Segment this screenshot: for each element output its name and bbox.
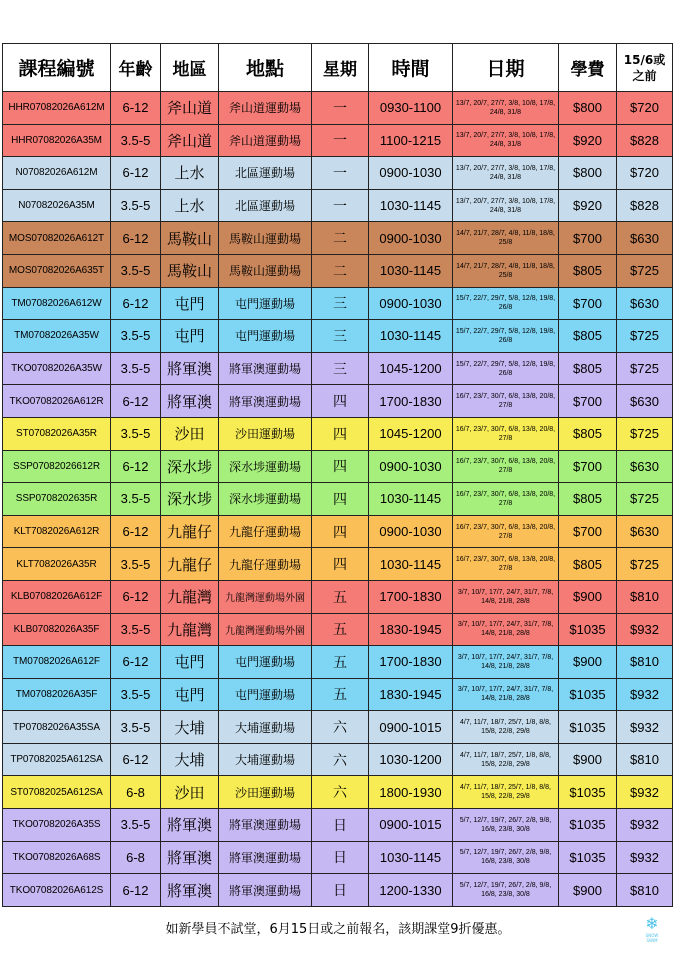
venue-cell: 九龍仔運動場 — [219, 515, 312, 548]
time-cell: 1700-1830 — [369, 646, 453, 679]
fee-cell: $1035 — [559, 678, 617, 711]
fee-cell: $900 — [559, 580, 617, 613]
table-row — [3, 417, 673, 450]
course-code-cell: TP07082026A35SA — [3, 711, 111, 744]
table-header-row — [3, 44, 673, 92]
age-cell: 3.5-5 — [111, 711, 161, 744]
dates-cell: 16/7, 23/7, 30/7, 6/8, 13/8, 20/8, 27/8 — [453, 385, 559, 418]
course-code-cell: TKO07082026A35S — [3, 809, 111, 842]
dates-cell: 13/7, 20/7, 27/7, 3/8, 10/8, 17/8, 24/8, 31/8 — [453, 157, 559, 190]
early-fee-cell: $932 — [617, 841, 673, 874]
weekday-cell: 一 — [312, 124, 369, 157]
header-course-code: 課程編號 — [3, 44, 111, 92]
course-code-cell: ST07082025A612SA — [3, 776, 111, 809]
early-fee-cell: $630 — [617, 515, 673, 548]
district-cell: 九龍仔 — [161, 548, 219, 581]
weekday-cell: 三 — [312, 287, 369, 320]
venue-cell: 斧山道運動場 — [219, 92, 312, 125]
weekday-cell: 二 — [312, 222, 369, 255]
age-cell: 3.5-5 — [111, 352, 161, 385]
table-row — [3, 320, 673, 353]
early-fee-cell: $630 — [617, 450, 673, 483]
dates-cell: 15/7, 22/7, 29/7, 5/8, 12/8, 19/8, 26/8 — [453, 352, 559, 385]
schedule-table — [2, 43, 673, 907]
table-row — [3, 646, 673, 679]
district-cell: 深水埗 — [161, 483, 219, 516]
district-cell: 屯門 — [161, 320, 219, 353]
age-cell: 3.5-5 — [111, 254, 161, 287]
early-fee-cell: $828 — [617, 124, 673, 157]
district-cell: 沙田 — [161, 776, 219, 809]
fee-cell: $1035 — [559, 841, 617, 874]
weekday-cell: 四 — [312, 417, 369, 450]
table-body — [3, 92, 673, 907]
time-cell: 0900-1015 — [369, 711, 453, 744]
weekday-cell: 四 — [312, 450, 369, 483]
venue-cell: 斧山道運動場 — [219, 124, 312, 157]
time-cell: 1830-1945 — [369, 678, 453, 711]
time-cell: 0900-1015 — [369, 809, 453, 842]
early-fee-cell: $810 — [617, 874, 673, 907]
fee-cell: $700 — [559, 287, 617, 320]
table-row — [3, 483, 673, 516]
weekday-cell: 六 — [312, 776, 369, 809]
course-code-cell: TM07082026A612F — [3, 646, 111, 679]
dates-cell: 16/7, 23/7, 30/7, 6/8, 13/8, 20/8, 27/8 — [453, 515, 559, 548]
weekday-cell: 一 — [312, 157, 369, 190]
age-cell: 6-8 — [111, 776, 161, 809]
weekday-cell: 五 — [312, 580, 369, 613]
weekday-cell: 四 — [312, 548, 369, 581]
age-cell: 6-12 — [111, 222, 161, 255]
weekday-cell: 日 — [312, 809, 369, 842]
venue-cell: 馬鞍山運動場 — [219, 222, 312, 255]
fee-cell: $805 — [559, 483, 617, 516]
weekday-cell: 四 — [312, 483, 369, 516]
venue-cell: 屯門運動場 — [219, 678, 312, 711]
weekday-cell: 四 — [312, 385, 369, 418]
fee-cell: $700 — [559, 222, 617, 255]
early-fee-cell: $725 — [617, 254, 673, 287]
venue-cell: 將軍澳運動場 — [219, 352, 312, 385]
venue-cell: 馬鞍山運動場 — [219, 254, 312, 287]
fee-cell: $805 — [559, 320, 617, 353]
dates-cell: 13/7, 20/7, 27/7, 3/8, 10/8, 17/8, 24/8, 31/8 — [453, 92, 559, 125]
district-cell: 沙田 — [161, 417, 219, 450]
dates-cell: 16/7, 23/7, 30/7, 6/8, 13/8, 20/8, 27/8 — [453, 450, 559, 483]
footer-note: 如新學員不試堂，6月15日或之前報名，該期課堂9折優惠。 — [165, 922, 511, 937]
course-code-cell: MOS07082026A635T — [3, 254, 111, 287]
table-row — [3, 124, 673, 157]
age-cell: 3.5-5 — [111, 678, 161, 711]
table-row — [3, 613, 673, 646]
weekday-cell: 日 — [312, 874, 369, 907]
early-fee-cell: $932 — [617, 678, 673, 711]
table-row — [3, 157, 673, 190]
dates-cell: 14/7, 21/7, 28/7, 4/8, 11/8, 18/8, 25/8 — [453, 222, 559, 255]
district-cell: 屯門 — [161, 678, 219, 711]
fee-cell: $900 — [559, 743, 617, 776]
time-cell: 0900-1030 — [369, 287, 453, 320]
early-fee-cell: $810 — [617, 646, 673, 679]
header-fee: 學費 — [559, 44, 617, 92]
weekday-cell: 一 — [312, 189, 369, 222]
venue-cell: 沙田運動場 — [219, 776, 312, 809]
header-dates: 日期 — [453, 44, 559, 92]
early-fee-cell: $932 — [617, 613, 673, 646]
age-cell: 6-12 — [111, 157, 161, 190]
dates-cell: 3/7, 10/7, 17/7, 24/7, 31/7, 7/8, 14/8, 21/8, 28/8 — [453, 678, 559, 711]
district-cell: 將軍澳 — [161, 841, 219, 874]
table-row — [3, 222, 673, 255]
table-row — [3, 254, 673, 287]
course-code-cell: HHR07082026A612M — [3, 92, 111, 125]
course-code-cell: HHR07082026A35M — [3, 124, 111, 157]
district-cell: 上水 — [161, 157, 219, 190]
early-fee-cell: $810 — [617, 743, 673, 776]
dates-cell: 15/7, 22/7, 29/7, 5/8, 12/8, 19/8, 26/8 — [453, 320, 559, 353]
dates-cell: 3/7, 10/7, 17/7, 24/7, 31/7, 7/8, 14/8, 21/8, 28/8 — [453, 646, 559, 679]
district-cell: 大埔 — [161, 711, 219, 744]
dates-cell: 13/7, 20/7, 27/7, 3/8, 10/8, 17/8, 24/8, 31/8 — [453, 124, 559, 157]
dates-cell: 5/7, 12/7, 19/7, 26/7, 2/8, 9/8, 16/8, 23/8, 30/8 — [453, 841, 559, 874]
table-row — [3, 874, 673, 907]
early-fee-cell: $810 — [617, 580, 673, 613]
early-fee-cell: $725 — [617, 548, 673, 581]
early-fee-cell: $725 — [617, 320, 673, 353]
dates-cell: 4/7, 11/7, 18/7, 25/7, 1/8, 8/8, 15/8, 22/8, 29/8 — [453, 711, 559, 744]
dates-cell: 5/7, 12/7, 19/7, 26/7, 2/8, 9/8, 16/8, 23/8, 30/8 — [453, 874, 559, 907]
time-cell: 1045-1200 — [369, 417, 453, 450]
course-code-cell: N07082026A35M — [3, 189, 111, 222]
course-code-cell: KLT7082026A35R — [3, 548, 111, 581]
time-cell: 0900-1030 — [369, 450, 453, 483]
age-cell: 3.5-5 — [111, 320, 161, 353]
weekday-cell: 五 — [312, 613, 369, 646]
fee-cell: $1035 — [559, 776, 617, 809]
venue-cell: 北區運動場 — [219, 189, 312, 222]
district-cell: 深水埗 — [161, 450, 219, 483]
fee-cell: $920 — [559, 124, 617, 157]
weekday-cell: 三 — [312, 320, 369, 353]
course-code-cell: N07082026A612M — [3, 157, 111, 190]
course-code-cell: TKO07082026A35W — [3, 352, 111, 385]
course-code-cell: KLB07082026A612F — [3, 580, 111, 613]
fee-cell: $700 — [559, 515, 617, 548]
district-cell: 九龍灣 — [161, 580, 219, 613]
fee-cell: $900 — [559, 646, 617, 679]
dates-cell: 14/7, 21/7, 28/7, 4/8, 11/8, 18/8, 25/8 — [453, 254, 559, 287]
time-cell: 0900-1030 — [369, 157, 453, 190]
age-cell: 3.5-5 — [111, 417, 161, 450]
table-row — [3, 841, 673, 874]
age-cell: 6-12 — [111, 92, 161, 125]
venue-cell: 沙田運動場 — [219, 417, 312, 450]
fee-cell: $805 — [559, 417, 617, 450]
age-cell: 6-12 — [111, 646, 161, 679]
district-cell: 大埔 — [161, 743, 219, 776]
venue-cell: 九龍仔運動場 — [219, 548, 312, 581]
header-early-fee — [617, 44, 673, 92]
district-cell: 斧山道 — [161, 92, 219, 125]
time-cell: 1045-1200 — [369, 352, 453, 385]
course-code-cell: SSP0708202635R — [3, 483, 111, 516]
district-cell: 上水 — [161, 189, 219, 222]
venue-cell: 屯門運動場 — [219, 320, 312, 353]
district-cell: 斧山道 — [161, 124, 219, 157]
course-code-cell: SSP07082026612R — [3, 450, 111, 483]
dates-cell: 3/7, 10/7, 17/7, 24/7, 31/7, 7/8, 14/8, 21/8, 28/8 — [453, 580, 559, 613]
course-code-cell: TP07082025A612SA — [3, 743, 111, 776]
table-row — [3, 450, 673, 483]
early-fee-cell: $720 — [617, 157, 673, 190]
fee-cell: $805 — [559, 352, 617, 385]
weekday-cell: 五 — [312, 678, 369, 711]
age-cell: 6-12 — [111, 385, 161, 418]
time-cell: 1030-1145 — [369, 841, 453, 874]
weekday-cell: 二 — [312, 254, 369, 287]
weekday-cell: 四 — [312, 515, 369, 548]
district-cell: 將軍澳 — [161, 809, 219, 842]
header-early-fee-label: 15/6或 之前 — [623, 52, 666, 83]
district-cell: 將軍澳 — [161, 385, 219, 418]
table-row — [3, 743, 673, 776]
fee-cell: $800 — [559, 92, 617, 125]
age-cell: 3.5-5 — [111, 189, 161, 222]
age-cell: 3.5-5 — [111, 483, 161, 516]
fee-cell: $1035 — [559, 711, 617, 744]
time-cell: 1030-1145 — [369, 548, 453, 581]
age-cell: 6-8 — [111, 841, 161, 874]
weekday-cell: 一 — [312, 92, 369, 125]
venue-cell: 深水埗運動場 — [219, 450, 312, 483]
venue-cell: 大埔運動場 — [219, 711, 312, 744]
dates-cell: 4/7, 11/7, 18/7, 25/7, 1/8, 8/8, 15/8, 22/8, 29/8 — [453, 776, 559, 809]
course-code-cell: MOS07082026A612T — [3, 222, 111, 255]
district-cell: 馬鞍山 — [161, 222, 219, 255]
table-row — [3, 548, 673, 581]
brand-logo — [640, 915, 664, 941]
course-code-cell: TM07082026A35W — [3, 320, 111, 353]
age-cell: 6-12 — [111, 580, 161, 613]
district-cell: 九龍仔 — [161, 515, 219, 548]
early-fee-cell: $828 — [617, 189, 673, 222]
venue-cell: 屯門運動場 — [219, 646, 312, 679]
early-fee-cell: $630 — [617, 222, 673, 255]
venue-cell: 深水埗運動場 — [219, 483, 312, 516]
fee-cell: $700 — [559, 385, 617, 418]
district-cell: 九龍灣 — [161, 613, 219, 646]
fee-cell: $1035 — [559, 809, 617, 842]
table-row — [3, 678, 673, 711]
time-cell: 1030-1200 — [369, 743, 453, 776]
table-row — [3, 776, 673, 809]
time-cell: 1200-1330 — [369, 874, 453, 907]
age-cell: 3.5-5 — [111, 124, 161, 157]
time-cell: 1830-1945 — [369, 613, 453, 646]
table-row — [3, 92, 673, 125]
time-cell: 1030-1145 — [369, 189, 453, 222]
course-code-cell: TKO07082026A68S — [3, 841, 111, 874]
fee-cell: $805 — [559, 254, 617, 287]
logo-text: SNOW SWIM — [645, 933, 659, 943]
venue-cell: 九龍灣運動場外園 — [219, 613, 312, 646]
weekday-cell: 三 — [312, 352, 369, 385]
table-row — [3, 189, 673, 222]
dates-cell: 13/7, 20/7, 27/7, 3/8, 10/8, 17/8, 24/8, 31/8 — [453, 189, 559, 222]
district-cell: 馬鞍山 — [161, 254, 219, 287]
fee-cell: $900 — [559, 874, 617, 907]
venue-cell: 屯門運動場 — [219, 287, 312, 320]
fee-cell: $920 — [559, 189, 617, 222]
early-fee-cell: $725 — [617, 352, 673, 385]
course-code-cell: TKO07082026A612R — [3, 385, 111, 418]
early-fee-cell: $725 — [617, 483, 673, 516]
header-age: 年齡 — [111, 44, 161, 92]
dates-cell: 15/7, 22/7, 29/7, 5/8, 12/8, 19/8, 26/8 — [453, 287, 559, 320]
early-fee-cell: $725 — [617, 417, 673, 450]
time-cell: 1700-1830 — [369, 385, 453, 418]
weekday-cell: 日 — [312, 841, 369, 874]
age-cell: 6-12 — [111, 515, 161, 548]
venue-cell: 將軍澳運動場 — [219, 385, 312, 418]
dates-cell: 5/7, 12/7, 19/7, 26/7, 2/8, 9/8, 16/8, 23/8, 30/8 — [453, 809, 559, 842]
time-cell: 1030-1145 — [369, 483, 453, 516]
venue-cell: 北區運動場 — [219, 157, 312, 190]
time-cell: 1700-1830 — [369, 580, 453, 613]
venue-cell: 大埔運動場 — [219, 743, 312, 776]
age-cell: 6-12 — [111, 450, 161, 483]
age-cell: 6-12 — [111, 874, 161, 907]
district-cell: 屯門 — [161, 646, 219, 679]
time-cell: 0930-1100 — [369, 92, 453, 125]
course-code-cell: TKO07082026A612S — [3, 874, 111, 907]
course-code-cell: TM07082026A612W — [3, 287, 111, 320]
table-row — [3, 515, 673, 548]
weekday-cell: 六 — [312, 711, 369, 744]
early-fee-cell: $720 — [617, 92, 673, 125]
course-code-cell: TM07082026A35F — [3, 678, 111, 711]
table-row — [3, 287, 673, 320]
course-code-cell: ST07082026A35R — [3, 417, 111, 450]
venue-cell: 將軍澳運動場 — [219, 874, 312, 907]
age-cell: 3.5-5 — [111, 809, 161, 842]
fee-cell: $800 — [559, 157, 617, 190]
early-fee-cell: $932 — [617, 711, 673, 744]
weekday-cell: 五 — [312, 646, 369, 679]
dates-cell: 4/7, 11/7, 18/7, 25/7, 1/8, 8/8, 15/8, 22/8, 29/8 — [453, 743, 559, 776]
time-cell: 0900-1030 — [369, 222, 453, 255]
venue-cell: 將軍澳運動場 — [219, 841, 312, 874]
table-row — [3, 711, 673, 744]
snowflake-icon: ❄ — [645, 914, 659, 933]
time-cell: 1030-1145 — [369, 254, 453, 287]
age-cell: 3.5-5 — [111, 613, 161, 646]
early-fee-cell: $630 — [617, 287, 673, 320]
district-cell: 將軍澳 — [161, 352, 219, 385]
age-cell: 6-12 — [111, 743, 161, 776]
early-fee-cell: $932 — [617, 776, 673, 809]
fee-cell: $805 — [559, 548, 617, 581]
fee-cell: $700 — [559, 450, 617, 483]
header-district: 地區 — [161, 44, 219, 92]
header-weekday: 星期 — [312, 44, 369, 92]
time-cell: 1800-1930 — [369, 776, 453, 809]
header-time: 時間 — [369, 44, 453, 92]
time-cell: 1100-1215 — [369, 124, 453, 157]
dates-cell: 16/7, 23/7, 30/7, 6/8, 13/8, 20/8, 27/8 — [453, 483, 559, 516]
venue-cell: 將軍澳運動場 — [219, 809, 312, 842]
venue-cell: 九龍灣運動場外園 — [219, 580, 312, 613]
table-row — [3, 809, 673, 842]
time-cell: 0900-1030 — [369, 515, 453, 548]
dates-cell: 16/7, 23/7, 30/7, 6/8, 13/8, 20/8, 27/8 — [453, 548, 559, 581]
fee-cell: $1035 — [559, 613, 617, 646]
weekday-cell: 六 — [312, 743, 369, 776]
dates-cell: 3/7, 10/7, 17/7, 24/7, 31/7, 7/8, 14/8, 21/8, 28/8 — [453, 613, 559, 646]
course-code-cell: KLB07082026A35F — [3, 613, 111, 646]
age-cell: 3.5-5 — [111, 548, 161, 581]
age-cell: 6-12 — [111, 287, 161, 320]
early-fee-cell: $932 — [617, 809, 673, 842]
early-fee-cell: $630 — [617, 385, 673, 418]
dates-cell: 16/7, 23/7, 30/7, 6/8, 13/8, 20/8, 27/8 — [453, 417, 559, 450]
district-cell: 將軍澳 — [161, 874, 219, 907]
course-code-cell: KLT7082026A612R — [3, 515, 111, 548]
table-row — [3, 385, 673, 418]
district-cell: 屯門 — [161, 287, 219, 320]
table-row — [3, 352, 673, 385]
header-venue: 地點 — [219, 44, 312, 92]
time-cell: 1030-1145 — [369, 320, 453, 353]
table-row — [3, 580, 673, 613]
